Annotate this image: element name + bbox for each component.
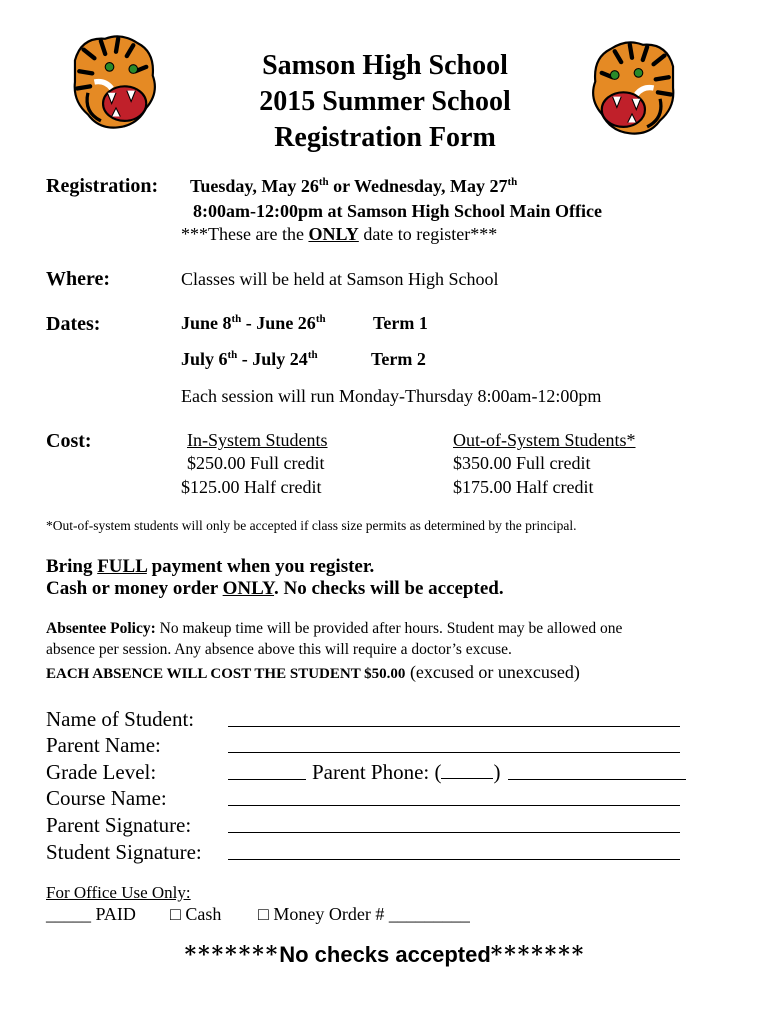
- no-checks-footer: *******No checks accepted*******: [184, 942, 586, 968]
- dates-label: Dates:: [46, 313, 101, 335]
- grade-level-label: Grade Level:: [46, 760, 157, 784]
- student-signature-label: Student Signature:: [46, 840, 202, 864]
- term1-dates: June 8th - June 26th: [181, 313, 326, 333]
- parent-name-label: Parent Name:: [46, 733, 161, 757]
- money-order-checkbox[interactable]: □ Money Order # _________: [258, 904, 470, 924]
- absentee-policy-line2: absence per session. Any absence above this will require a doctor’s excuse.: [46, 641, 512, 658]
- parent-phone-input[interactable]: [508, 779, 686, 780]
- registration-time-location: 8:00am-12:00pm at Samson High School Main Office: [193, 201, 602, 221]
- parent-name-input[interactable]: [228, 752, 680, 753]
- student-name-input[interactable]: [228, 726, 680, 727]
- term2-dates: July 6th - July 24th: [181, 349, 318, 369]
- payment-line1: Bring FULL payment when you register.: [46, 556, 375, 577]
- out-system-heading: Out-of-System Students*: [453, 430, 636, 450]
- page-title-line3: Registration Form: [274, 122, 496, 153]
- page-title-line1: Samson High School: [262, 50, 508, 81]
- grade-level-input[interactable]: [228, 779, 306, 780]
- term1-name: Term 1: [373, 313, 428, 333]
- office-paid[interactable]: _____ PAID: [46, 904, 136, 924]
- parent-signature-label: Parent Signature:: [46, 813, 192, 837]
- page-title-line2: 2015 Summer School: [259, 86, 511, 117]
- cost-footnote: *Out-of-system students will only be accepted if class size permits as determined by the principal.: [46, 518, 577, 533]
- student-signature-input[interactable]: [228, 859, 680, 860]
- student-name-label: Name of Student:: [46, 707, 195, 731]
- where-text: Classes will be held at Samson High School: [181, 269, 499, 289]
- out-system-half-credit: $175.00 Half credit: [453, 477, 594, 497]
- where-label: Where:: [46, 268, 111, 290]
- cash-checkbox[interactable]: □ Cash: [170, 904, 222, 924]
- session-note: Each session will run Monday-Thursday 8:00am-12:00pm: [181, 386, 602, 406]
- checkbox-icon: □: [170, 904, 181, 924]
- course-name-input[interactable]: [228, 805, 680, 806]
- in-system-full-credit: $250.00 Full credit: [187, 453, 325, 473]
- course-name-label: Course Name:: [46, 786, 167, 810]
- absentee-policy-line1: Absentee Policy: No makeup time will be provided after hours. Student may be allowed one: [46, 620, 623, 637]
- parent-phone-label: Parent Phone: ( ): [312, 760, 501, 784]
- parent-signature-input[interactable]: [228, 832, 680, 833]
- out-system-full-credit: $350.00 Full credit: [453, 453, 591, 473]
- in-system-heading: In-System Students: [187, 430, 328, 450]
- checkbox-icon: □: [258, 904, 269, 924]
- registration-only-note: ***These are the ONLY date to register***: [181, 224, 498, 244]
- payment-line2: Cash or money order ONLY. No checks will be accepted.: [46, 578, 504, 599]
- registration-label: Registration:: [46, 175, 159, 197]
- office-use-heading: For Office Use Only:: [46, 883, 191, 902]
- registration-dates: Tuesday, May 26th or Wednesday, May 27th: [190, 176, 518, 196]
- term2-name: Term 2: [371, 349, 426, 369]
- cost-label: Cost:: [46, 430, 92, 452]
- absence-cost: EACH ABSENCE WILL COST THE STUDENT $50.00 (excused or unexcused): [46, 662, 580, 682]
- in-system-half-credit: $125.00 Half credit: [181, 477, 322, 497]
